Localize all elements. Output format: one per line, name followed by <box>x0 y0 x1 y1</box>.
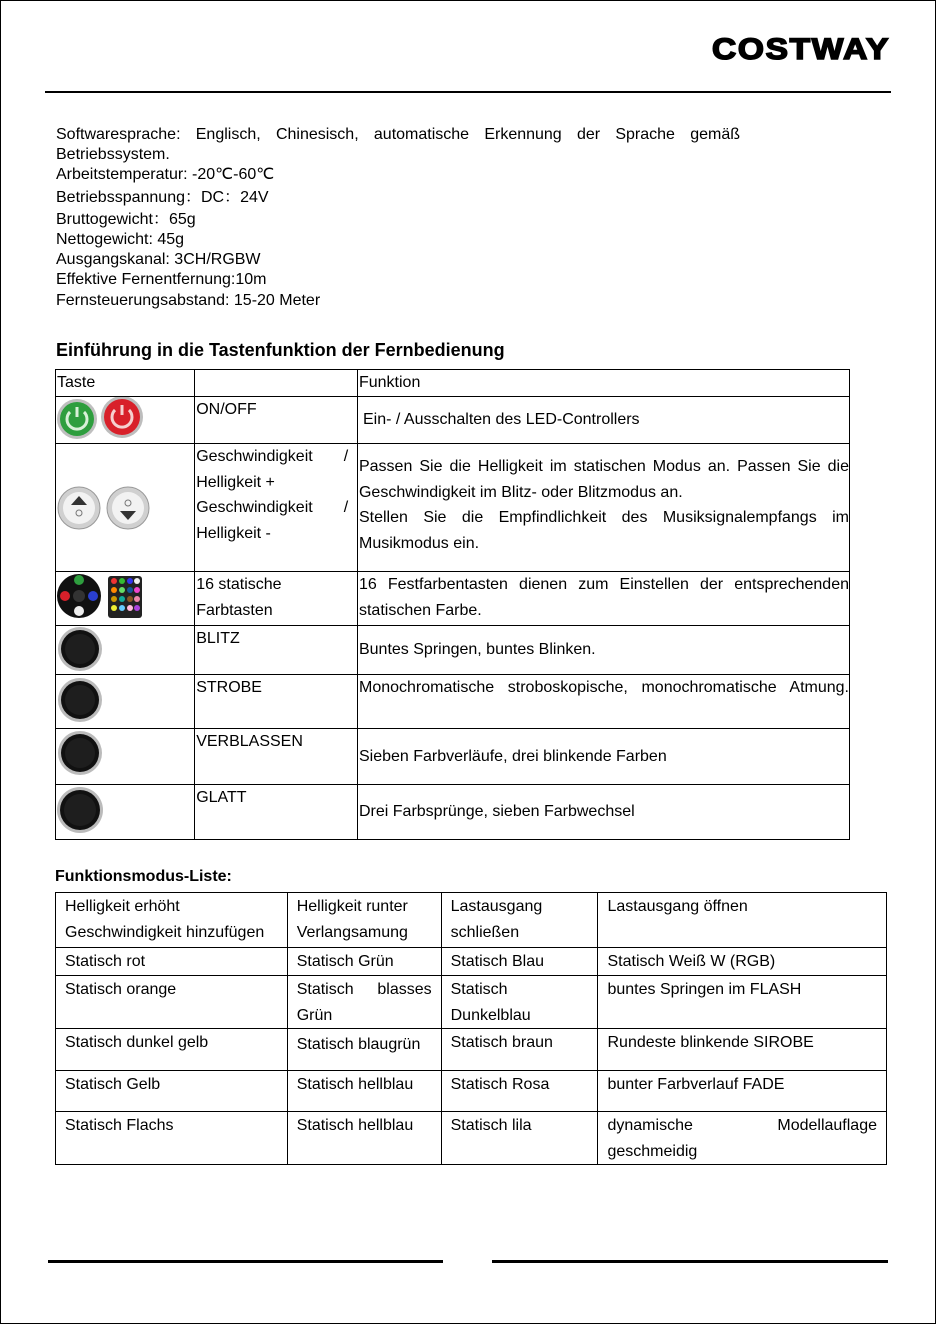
func-onoff: Ein- / Ausschalten des LED-Controllers <box>357 397 849 444</box>
spec-remote-distance: Effektive Fernentfernung:10m <box>56 271 267 289</box>
table-header-row <box>56 370 850 397</box>
smooth-button-icon <box>56 785 106 835</box>
key-smooth: GLATT <box>195 785 358 840</box>
spec-gross-weight: Bruttogewicht：65g <box>56 210 196 228</box>
spec-voltage: Betriebsspannung：DC：24V <box>56 188 269 206</box>
icon-cell <box>56 397 195 444</box>
table-cell: Statisch Rosa <box>441 1071 598 1112</box>
icon-cell <box>56 785 195 840</box>
table-row <box>56 1112 887 1165</box>
flash-button-icon <box>56 626 104 672</box>
func-colors: 16 Festfarbentasten dienen zum Einstellen der entsprechenden statischen Farbe. <box>357 572 849 626</box>
table-cell: Statisch blasses Grün <box>287 976 441 1029</box>
func-blitz: Buntes Springen, buntes Blinken. <box>357 626 849 675</box>
fade-button-icon <box>56 729 104 779</box>
table-cell: buntes Springen im FLASH <box>598 976 887 1029</box>
table-cell: Statisch Grün <box>287 948 441 976</box>
footer-rule-right <box>492 1260 888 1263</box>
func-brightness <box>357 444 849 572</box>
color-grid-icon <box>108 576 142 618</box>
table-row <box>56 626 850 675</box>
table-cell: Rundeste blinkende SIROBE <box>598 1029 887 1071</box>
off-button-icon <box>101 397 143 438</box>
brightness-icons <box>57 484 157 532</box>
header-rule <box>45 91 891 93</box>
table-row <box>56 948 887 976</box>
strobe-button-icon <box>56 675 104 725</box>
logo-text: COSTWAY <box>712 33 890 66</box>
spec-control-distance: Fernsteuerungsabstand: 15-20 Meter <box>56 291 321 309</box>
section1-title: Einführung in die Tastenfunktion der Fernbedienung <box>56 340 505 360</box>
table-row <box>56 1071 887 1112</box>
func-line: Passen Sie die Helligkeit im statischen Modus an. Passen Sie die Geschwindigkeit im Blitz- oder Blitzmodus an. <box>358 458 849 501</box>
table-cell: dynamische Modellauflage geschmeidig <box>598 1112 887 1165</box>
key-line: Farbtasten <box>196 601 273 619</box>
key-fade: VERBLASSEN <box>195 729 358 785</box>
header-empty <box>195 370 358 397</box>
table-cell: Statisch Blau <box>441 948 598 976</box>
brightness-down-icon <box>107 487 149 529</box>
func-line: Stellen Sie die Empfindlichkeit des Musiksignalempfangs im Musikmodus ein. <box>358 509 849 552</box>
mode-list-table <box>55 892 887 1165</box>
table-row <box>56 444 850 572</box>
icon-cell <box>56 572 195 626</box>
func-strobe <box>357 675 849 729</box>
key-brightness <box>195 444 358 572</box>
table-cell: Lastausgang öffnen <box>598 893 887 948</box>
table-row <box>56 397 850 444</box>
section2-title: Funktionsmodus-Liste: <box>55 868 232 885</box>
color-icons <box>56 572 146 620</box>
icon-cell <box>56 444 195 572</box>
table-row <box>56 675 850 729</box>
table-cell: Statisch braun <box>441 1029 598 1071</box>
table-cell: bunter Farbverlauf FADE <box>598 1071 887 1112</box>
table-cell: Statisch Weiß W (RGB) <box>598 948 887 976</box>
table-row <box>56 976 887 1029</box>
spec-output-channel: Ausgangskanal: 3CH/RGBW <box>56 251 261 269</box>
table-cell: Statisch dunkel gelb <box>56 1029 288 1071</box>
table-cell: Statisch rot <box>56 948 288 976</box>
table-cell: Statisch orange <box>56 976 288 1029</box>
icon-cell <box>56 626 195 675</box>
onoff-icons <box>56 397 148 441</box>
spec-net-weight: Nettogewicht: 45g <box>56 231 185 249</box>
key-line: Geschwindigkeit / <box>196 448 349 465</box>
header-funktion: Funktion <box>357 370 849 397</box>
spec-software: Softwaresprache: Englisch, Chinesisch, automatische Erkennung der Sprache gemäß Betriebssystem. <box>56 126 740 164</box>
table-cell: Helligkeit runter Verlangsamung <box>287 893 441 948</box>
spec-list <box>56 125 756 311</box>
func-fade: Sieben Farbverläufe, drei blinkende Farben <box>357 729 849 785</box>
table-row <box>56 893 887 948</box>
table-cell: Statisch Gelb <box>56 1071 288 1112</box>
key-strobe: STROBE <box>195 675 358 729</box>
table-cell: Statisch lila <box>441 1112 598 1165</box>
brightness-up-icon <box>58 487 100 529</box>
header-taste: Taste <box>56 370 195 397</box>
key-line: Geschwindigkeit / <box>196 499 349 517</box>
key-line: Helligkeit + <box>196 473 275 491</box>
icon-cell <box>56 675 195 729</box>
key-line: 16 statische <box>196 576 282 593</box>
table-cell: Statisch blaugrün <box>287 1029 441 1071</box>
table-cell: Statisch Flachs <box>56 1112 288 1165</box>
table-row <box>56 785 850 840</box>
table-cell: Lastausgang schließen <box>441 893 598 948</box>
key-onoff: ON/OFF <box>195 397 358 444</box>
table-cell: Statisch hellblau <box>287 1071 441 1112</box>
func-strobe-text: Monochromatische stroboskopische, monochromatische Atmung. <box>358 679 849 696</box>
key-line: Helligkeit - <box>196 524 271 542</box>
table-row <box>56 729 850 785</box>
button-function-table <box>55 369 850 840</box>
key-colors <box>195 572 358 626</box>
table-cell: Statisch Dunkelblau <box>441 976 598 1029</box>
footer-rule-left <box>48 1260 443 1263</box>
color-wheel-icon <box>57 574 101 618</box>
table-row <box>56 1029 887 1071</box>
func-smooth: Drei Farbsprünge, sieben Farbwechsel <box>357 785 849 840</box>
table-cell: Helligkeit erhöht Geschwindigkeit hinzufügen <box>56 893 288 948</box>
on-button-icon <box>57 399 97 439</box>
spec-temperature: Arbeitstemperatur: -20℃-60℃ <box>56 166 275 184</box>
icon-cell <box>56 729 195 785</box>
table-cell: Statisch hellblau <box>287 1112 441 1165</box>
costway-logo <box>712 32 890 66</box>
table-row <box>56 572 850 626</box>
key-blitz: BLITZ <box>195 626 358 675</box>
